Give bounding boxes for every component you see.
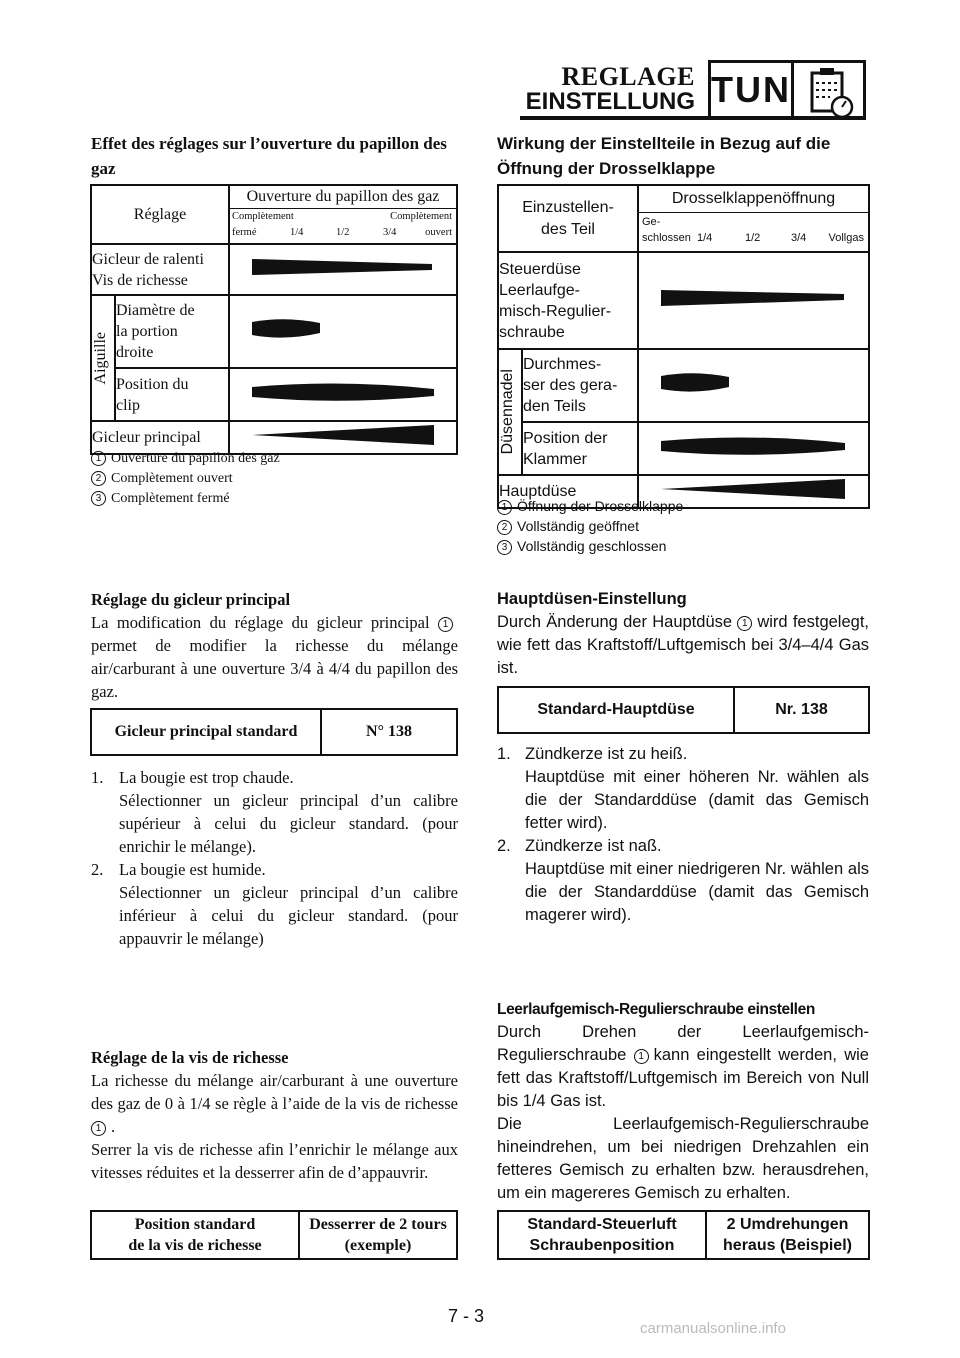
fr-pilot-spec-value: Desserrer de 2 tours (exemple): [299, 1211, 457, 1259]
list-item: 2. Zündkerze ist naß.: [497, 837, 662, 855]
de-tick-quarter: 1/4: [697, 232, 713, 244]
fr-pilot-text-3: Serrer la vis de richesse afin l’enrichir le mélange aux vitesses réduites et la desserrer afin de d’appauvrir.: [91, 1140, 458, 1182]
fr-bar-slow: [229, 244, 457, 295]
fr-axis-left-bottom: fermé: [232, 227, 257, 238]
fr-main-jet-list: [91, 766, 458, 950]
de-main-jet-spec-label: Standard-Hauptdüse: [498, 687, 734, 733]
fr-legend: [91, 449, 451, 509]
marker-1: 1: [634, 1049, 649, 1064]
list-item: 2. La bougie est humide.: [91, 860, 266, 879]
de-main-jet-text-1: Durch Änderung der Hauptdüse: [497, 613, 733, 631]
de-row-slow: Steuerdüse Leerlaufge- misch-Regulier- schraube: [498, 252, 638, 349]
de-throttle-table: [497, 184, 870, 509]
de-row-clip: Position der Klammer: [522, 422, 638, 475]
de-tick-half: 1/2: [745, 232, 761, 244]
fr-row-clip: Position du clip: [115, 368, 229, 421]
fr-main-jet-spec-value: N° 138: [321, 709, 457, 755]
de-main-jet-spec: [497, 686, 870, 734]
de-main-jet-section: [497, 588, 869, 680]
watermark: carmanualsonline.info: [640, 1320, 786, 1337]
de-main-jet-title: Hauptdüsen-Einstellung: [497, 590, 687, 608]
header-title-de: EINSTELLUNG: [525, 88, 695, 115]
de-legend-3: Vollständig geschlossen: [517, 538, 667, 554]
de-main-jet-text-2: wird festgelegt, wie fett das Kraftstoff/Luftgemisch bei 3/4–4/4 Gas ist.: [497, 613, 869, 677]
de-pilot-spec-value: 2 Umdrehungen heraus (Beispiel): [706, 1211, 869, 1259]
section-code-badge: TUN: [708, 60, 794, 120]
marker-1: 1: [438, 617, 453, 632]
fr-row-slow: Gicleur de ralenti Vis de richesse: [91, 244, 229, 295]
fr-main-jet-text-1: La modification du réglage du gicleur principal: [91, 613, 430, 632]
fr-main-jet-section: [91, 588, 458, 703]
fr-opening-label: Ouverture du papillon des gaz: [230, 186, 456, 209]
list-item: Sélectionner un gicleur principal d’un calibre supérieur à celui du gicleur standard. (pour enrichir le mélange).: [119, 791, 458, 856]
fr-row-main: Gicleur principal: [91, 421, 229, 454]
marker-1: 1: [737, 616, 752, 631]
list-item: Sélectionner un gicleur principal d’un calibre inférieur à celui du gicleur standard. (pour appauvrir le mélange): [119, 883, 458, 948]
de-pilot-text-3: Die Leerlaufgemisch-Regulierschraube hineindrehen, um bei niedrigen Drehzahlen ein fetteres Gemisch zu erhalten bzw. herausdrehen, um ein magereres Gemisch zu erhalten.: [497, 1115, 869, 1202]
marker-1: 1: [91, 451, 106, 466]
de-legend: [497, 496, 867, 556]
fr-pilot-spec-label: Position standard de la vis de richesse: [91, 1211, 299, 1259]
list-item: Hauptdüse mit einer höheren Nr. wählen als die der Standarddüse (damit das Gemisch fetter wird).: [525, 768, 869, 832]
marker-2: 2: [497, 520, 512, 535]
de-needle-label: Düsennadel: [499, 369, 516, 455]
fr-throttle-table: [90, 184, 458, 455]
de-col2-header: [638, 185, 869, 252]
fr-main-jet-spec: [90, 708, 458, 756]
fr-tick-three-quarter: 3/4: [383, 227, 397, 238]
de-row-diameter: Durchmes- ser des gera- den Teils: [522, 349, 638, 422]
fr-legend-1: Ouverture du papillon des gaz: [111, 451, 280, 466]
fr-pilot-title: Réglage de la vis de richesse: [91, 1048, 289, 1067]
de-pilot-spec-label: Standard-Steuerluft Schraubenposition: [498, 1211, 706, 1259]
marker-1: 1: [497, 500, 512, 515]
fr-col2-header: [229, 185, 457, 244]
fr-main-jet-title: Réglage du gicleur principal: [91, 590, 291, 609]
fr-legend-2: Complètement ouvert: [111, 471, 233, 486]
fr-pilot-text-1: La richesse du mélange air/carburant à une ouverture des gaz de 0 à 1/4 se règle à l’aide de la vis de richesse: [91, 1071, 458, 1113]
de-axis-left-bottom: schlossen: [642, 232, 691, 244]
page-number: 7 - 3: [448, 1306, 485, 1326]
de-axis-right: Vollgas: [828, 232, 864, 244]
de-pilot-text-1: Durch Drehen der Leerlaufgemisch-Regulierschraube: [497, 1023, 869, 1064]
fr-axis-left-top: Complètement: [232, 211, 294, 222]
marker-3: 3: [497, 540, 512, 555]
fr-axis-right-top: Complètement: [390, 211, 452, 222]
fr-pilot-section: [91, 1046, 458, 1184]
de-col1-header: Einzustellen- des Teil: [498, 185, 638, 252]
fr-col1-header: Réglage: [91, 185, 229, 244]
fr-pilot-text-2: .: [111, 1117, 116, 1136]
fr-heading: Effet des réglages sur l’ouverture du papillon des gaz: [91, 134, 447, 178]
fr-pilot-spec: [90, 1210, 458, 1260]
de-pilot-text-2: kann eingestellt werden, wie fett das Kraftstoff/Luftgemisch im Bereich von Null bis 1/4 Gas ist.: [497, 1046, 869, 1110]
de-axis-left-top: Ge-: [642, 216, 661, 228]
de-bar-slow: [638, 252, 869, 349]
de-pilot-title: Leerlaufgemisch-Regulierschraube einstellen: [497, 1001, 815, 1018]
fr-main-jet-text-2: permet de modifier la richesse du mélange air/carburant à une ouverture 3/4 à 4/4 du papillon des gaz.: [91, 636, 458, 701]
de-main-jet-spec-value: Nr. 138: [734, 687, 869, 733]
fr-tick-half: 1/2: [336, 227, 350, 238]
marker-2: 2: [91, 471, 106, 486]
de-bar-diameter: [638, 349, 869, 422]
de-legend-2: Vollständig geöffnet: [517, 518, 639, 534]
fr-tick-quarter: 1/4: [290, 227, 304, 238]
fr-legend-3: Complètement fermé: [111, 491, 230, 506]
de-legend-1: Öffnung der Drosselklappe: [517, 498, 684, 514]
fr-row-diameter: Diamètre de la portion droite: [115, 295, 229, 368]
header-title-fr: REGLAGE: [561, 62, 695, 91]
list-item: Hauptdüse mit einer niedrigeren Nr. wählen als die der Standarddüse (damit das Gemisch magerer wird).: [525, 860, 869, 924]
de-main-jet-list: [497, 743, 869, 927]
fr-bar-clip: [229, 368, 457, 421]
fr-bar-diameter: [229, 295, 457, 368]
marker-3: 3: [91, 491, 106, 506]
clipboard-stopwatch-icon: [794, 60, 866, 120]
de-heading: Wirkung der Einstellteile in Bezug auf die Öffnung der Drosselklappe: [497, 134, 831, 178]
de-pilot-section: [497, 998, 869, 1205]
fr-main-jet-spec-label: Gicleur principal standard: [91, 709, 321, 755]
fr-axis-right-bottom: ouvert: [425, 227, 452, 238]
de-pilot-spec: [497, 1210, 870, 1260]
marker-1: 1: [91, 1121, 106, 1136]
de-opening-label: Drosselklappenöffnung: [639, 186, 868, 213]
fr-needle-label: Aiguille: [92, 331, 109, 385]
list-item: 1. Zündkerze ist zu heiß.: [497, 745, 688, 763]
list-item: 1. La bougie est trop chaude.: [91, 768, 294, 787]
de-bar-clip: [638, 422, 869, 475]
de-tick-three-quarter: 3/4: [791, 232, 807, 244]
de-row-main: Hauptdüse: [498, 475, 638, 508]
